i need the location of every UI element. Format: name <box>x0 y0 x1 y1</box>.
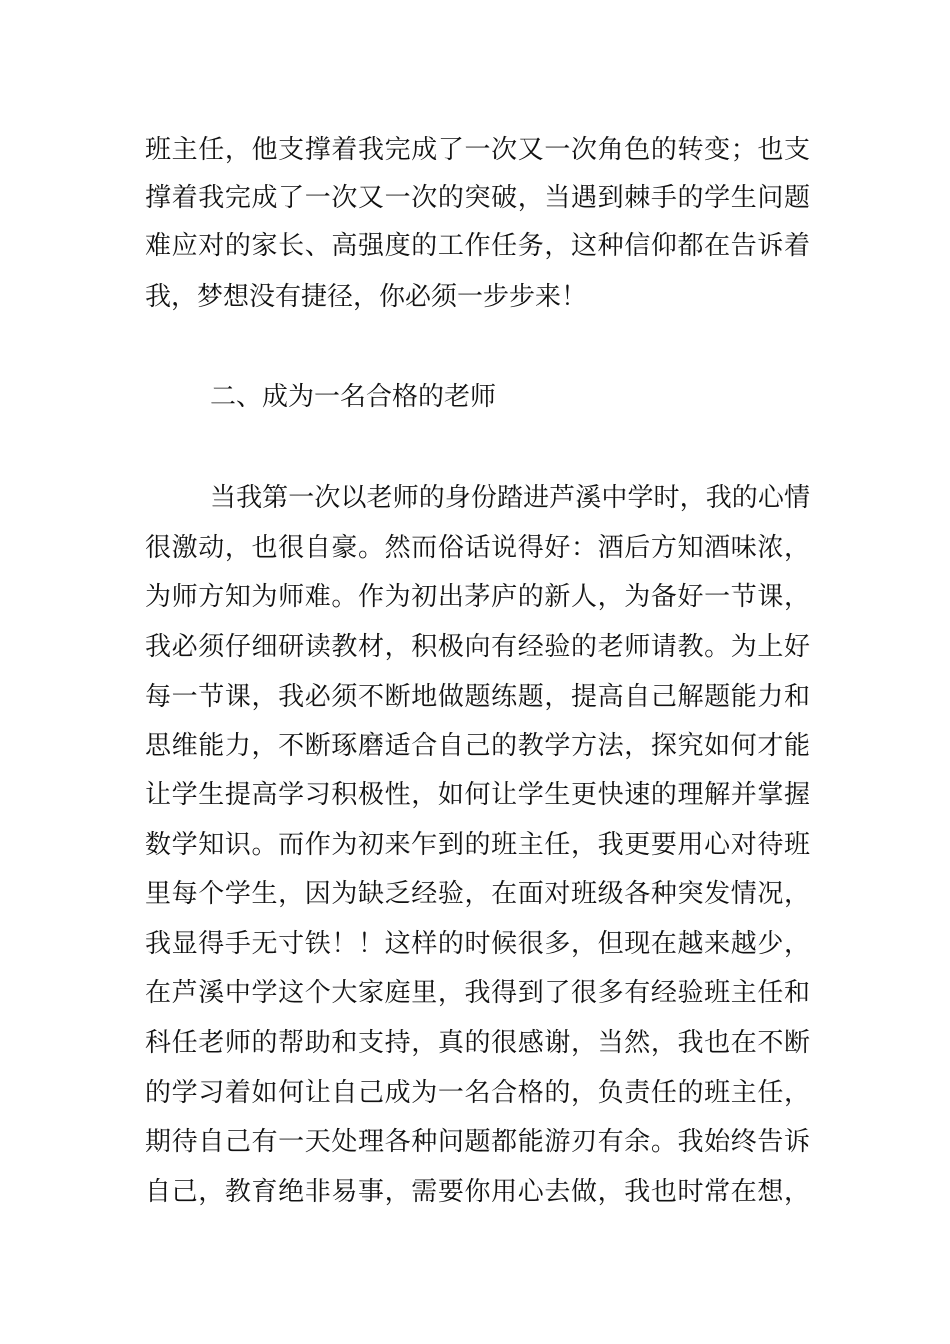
paragraph-2-line-14: 期待自己有一天处理各种问题都能游刃有余。我始终告诉 <box>145 1127 810 1157</box>
paragraph-2-line-11: 在芦溪中学这个大家庭里，我得到了很多有经验班主任和 <box>145 978 810 1008</box>
section-heading: 二、成为一名合格的老师 <box>210 382 497 412</box>
paragraph-2-line-3: 为师方知为师难。作为初出茅庐的新人，为备好一节课， <box>145 582 810 612</box>
paragraph-2-line-1: 当我第一次以老师的身份踏进芦溪中学时，我的心情 <box>210 483 810 513</box>
paragraph-2-line-2: 很激动，也很自豪。然而俗话说得好：酒后方知酒味浓， <box>145 533 810 563</box>
paragraph-2-line-13: 的学习着如何让自己成为一名合格的，负责任的班主任， <box>145 1078 810 1108</box>
paragraph-2-line-9: 里每个学生，因为缺乏经验，在面对班级各种突发情况， <box>145 879 810 909</box>
paragraph-2-line-6: 思维能力，不断琢磨适合自己的教学方法，探究如何才能 <box>145 731 810 761</box>
paragraph-2-line-12: 科任老师的帮助和支持，真的很感谢，当然，我也在不断 <box>145 1028 810 1058</box>
paragraph-2-line-4: 我必须仔细研读教材，积极向有经验的老师请教。为上好 <box>145 632 810 662</box>
paragraph-1-line-1: 班主任，他支撑着我完成了一次又一次角色的转变；也支 <box>145 135 810 165</box>
paragraph-2-line-15: 自己，教育绝非易事，需要你用心去做，我也时常在想， <box>145 1177 810 1207</box>
paragraph-2-line-5: 每一节课，我必须不断地做题练题，提高自己解题能力和 <box>145 682 810 712</box>
paragraph-2-line-7: 让学生提高学习积极性，如何让学生更快速的理解并掌握 <box>145 780 810 810</box>
paragraph-1-line-4: 我，梦想没有捷径，你必须一步步来！ <box>145 282 588 312</box>
paragraph-2-line-10: 我显得手无寸铁！！这样的时候很多，但现在越来越少， <box>145 929 810 959</box>
paragraph-2-line-8: 数学知识。而作为初来乍到的班主任，我更要用心对待班 <box>145 830 810 860</box>
paragraph-1-line-3: 难应对的家长、高强度的工作任务，这种信仰都在告诉着 <box>145 231 810 261</box>
paragraph-1-line-2: 撑着我完成了一次又一次的突破，当遇到棘手的学生问题 <box>145 183 810 213</box>
